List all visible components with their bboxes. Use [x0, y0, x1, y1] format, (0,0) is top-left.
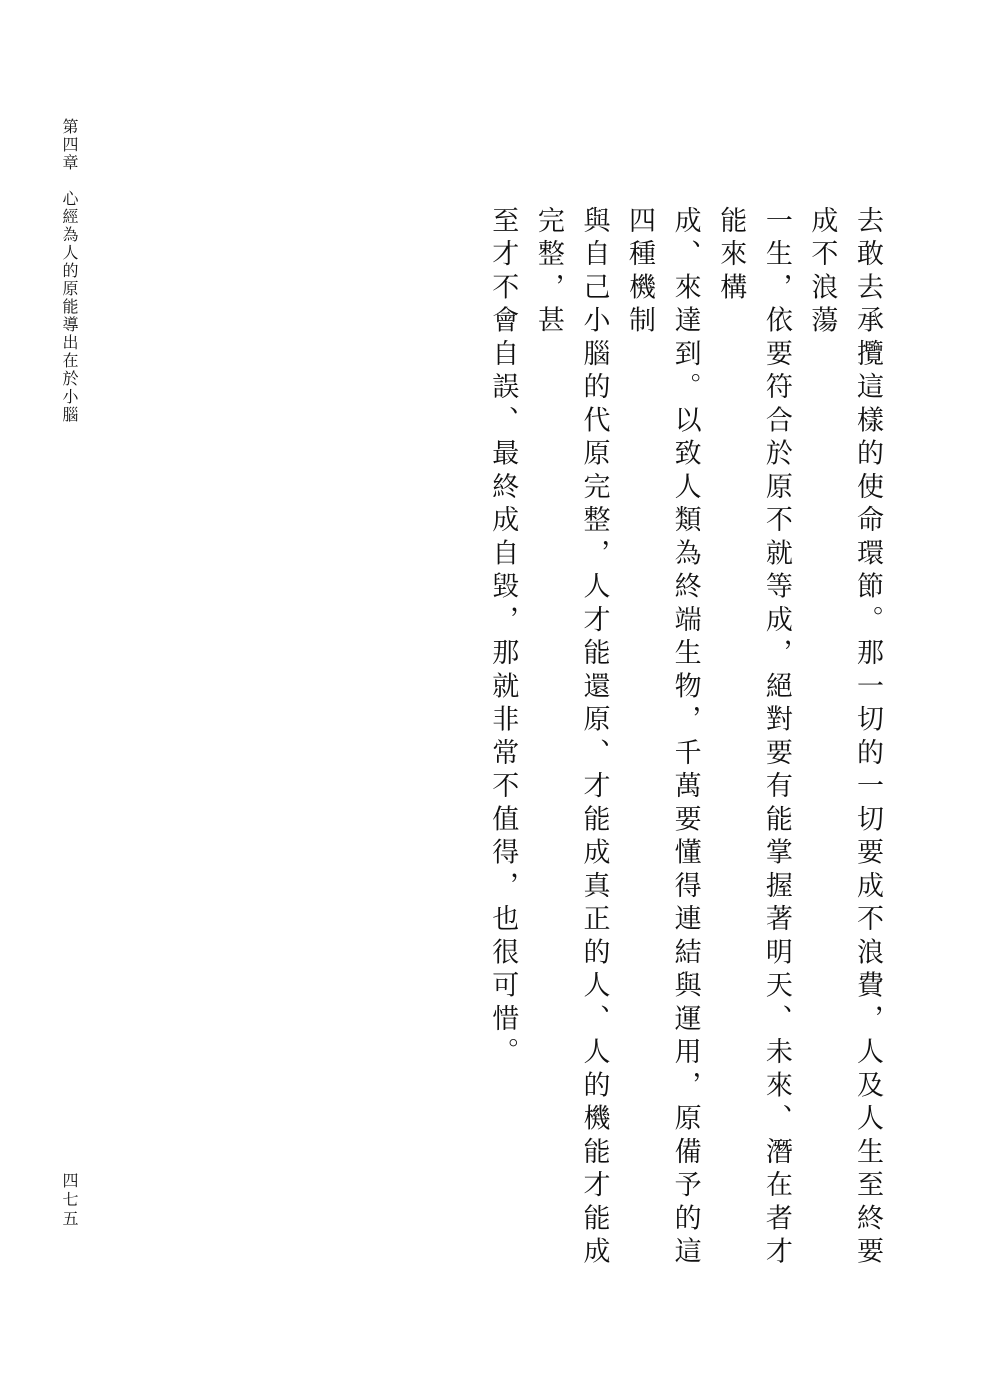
body-text: 去敢去承攬這樣的使命環節。那一切的一切要成不浪費，人及人生至終要成不浪蕩 一生，依要符合於原不就等成，絕對要有能掌握著明天、未來、潛在者才能來構 成、來達到。以致人類為終端生物，千萬要懂得連結與運用，原備予的這四種機制 與自己小腦的代原完整，人才能還原、才能成真正的人、人的機能才能成完整，甚 至才不會自誤、最終成自毀，那就非常不值得，也很可惜。 [487, 206, 883, 1270]
running-head-chapter-title: 第四章 心經為人的原能導出在於小腦 [60, 118, 79, 424]
page-number: 四七五 [60, 1172, 79, 1229]
